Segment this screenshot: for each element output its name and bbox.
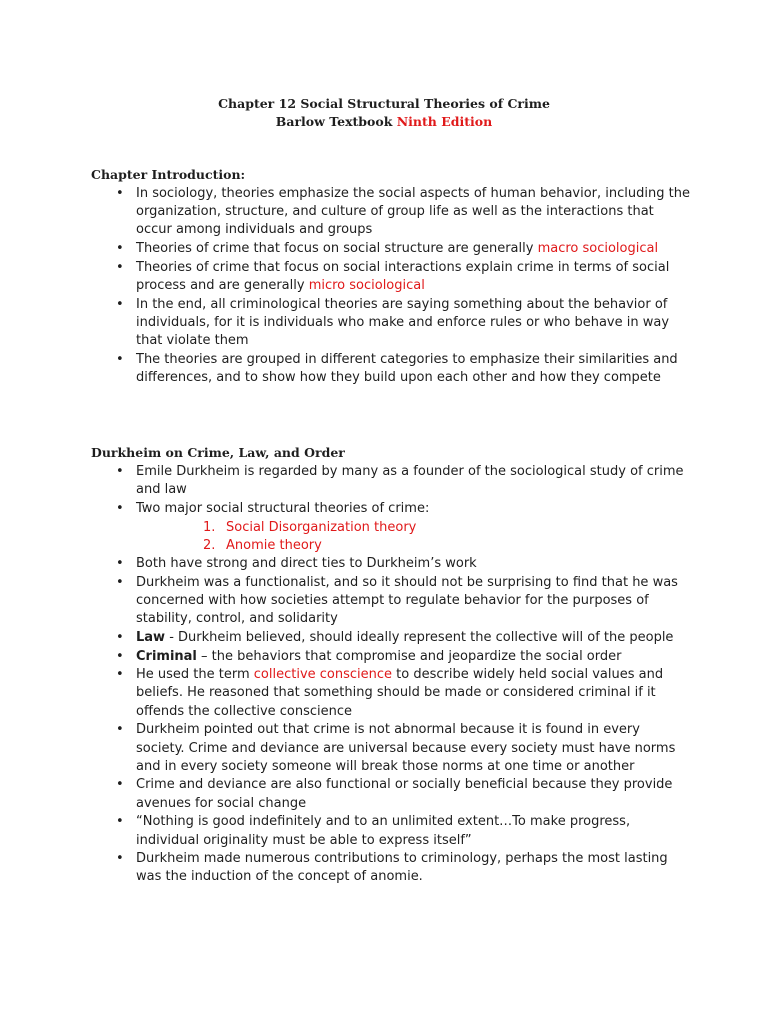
bullet-text: Two major social structural theories of crime:: [136, 500, 430, 516]
durkheim-section: [91, 444, 691, 887]
theories-numbered-list: [91, 519, 691, 555]
list-item: [91, 259, 691, 295]
bullet-text: Both have strong and direct ties to Durkheim’s work: [136, 556, 477, 572]
bullet-text: Theories of crime that focus on social structure are generally: [136, 241, 538, 257]
list-item: [91, 813, 691, 849]
highlight-term: macro sociological: [537, 241, 659, 257]
highlight-term: collective conscience: [253, 667, 393, 683]
list-item: [91, 776, 691, 812]
list-item: [91, 555, 691, 573]
list-item: [91, 185, 691, 240]
item-number: 1.: [203, 519, 216, 535]
durkheim-bullet-list-cont: [91, 555, 691, 887]
title-line-2-prefix: Barlow Textbook: [275, 114, 397, 129]
bullet-text: In sociology, theories emphasize the social aspects of human behavior, including the organization, structure, and culture of group life as well as the interactions that occur among individuals and groups: [136, 186, 690, 238]
list-item: [91, 850, 691, 886]
intro-bullet-list: [91, 185, 691, 387]
list-item: [91, 666, 691, 721]
list-item: [91, 463, 691, 499]
highlight-term: Anomie theory: [226, 537, 322, 553]
intro-heading: Chapter Introduction:: [91, 167, 246, 182]
highlight-term: Social Disorganization theory: [226, 519, 417, 535]
bullet-text: Durkheim was a functionalist, and so it should not be surprising to find that he was concerned with how societies attempt to regulate behavior for the purposes of stability, control, and solidarity: [136, 574, 678, 627]
item-number: 2.: [203, 537, 216, 553]
title-line-2: [0, 113, 768, 131]
list-item: [91, 351, 691, 387]
bullet-text: Theories of crime that focus on social interactions explain crime in terms of social process and are generally: [136, 259, 670, 294]
bullet-text: to describe widely held social values and beliefs. He reasoned that something should be made or considered criminal if it offends the collective conscience: [136, 667, 664, 719]
intro-section: [91, 166, 691, 388]
list-item: [91, 500, 691, 518]
bullet-text: The theories are grouped in different categories to emphasize their similarities and differences, and to show how they build upon each other and how they compete: [136, 351, 678, 386]
bullet-text: - Durkheim believed, should ideally represent the collective will of the people: [165, 629, 674, 645]
list-item: [91, 629, 691, 647]
durkheim-bullet-list: [91, 463, 691, 518]
bold-term: Law: [136, 629, 166, 645]
document-title: [0, 95, 768, 131]
list-item: [91, 574, 691, 629]
list-item: [91, 240, 691, 258]
bullet-text: In the end, all criminological theories are saying something about the behavior of individuals, for it is individuals who make and enforce rules or who behave in way that violate them: [136, 296, 670, 349]
title-edition-highlight: Ninth Edition: [396, 114, 493, 129]
bullet-text: Emile Durkheim is regarded by many as a founder of the sociological study of crime and law: [136, 464, 684, 498]
bullet-text: Durkheim made numerous contributions to criminology, perhaps the most lasting was the induction of the concept of anomie.: [136, 851, 668, 885]
bold-term: Criminal: [136, 648, 197, 664]
numbered-item: [91, 519, 691, 537]
bullet-text: Crime and deviance are also functional or socially beneficial because they provide avenues for social change: [136, 777, 673, 811]
durkheim-heading: Durkheim on Crime, Law, and Order: [91, 445, 345, 460]
bullet-text: – the behaviors that compromise and jeopardize the social order: [196, 648, 622, 664]
bullet-text: “Nothing is good indefinitely and to an unlimited extent…To make progress, individual originality must be able to express itself”: [136, 814, 631, 848]
highlight-term: micro sociological: [308, 278, 425, 294]
numbered-item: [91, 537, 691, 555]
list-item: [91, 721, 691, 776]
title-line-1: Chapter 12 Social Structural Theories of Crime: [218, 96, 550, 111]
list-item: [91, 648, 691, 666]
bullet-text: Durkheim pointed out that crime is not abnormal because it is found in every society. Crime and deviance are universal because every society must have norms and in every society someone will break those norms at one time or another: [136, 722, 676, 774]
bullet-text: He used the term: [136, 667, 254, 683]
list-item: [91, 296, 691, 351]
